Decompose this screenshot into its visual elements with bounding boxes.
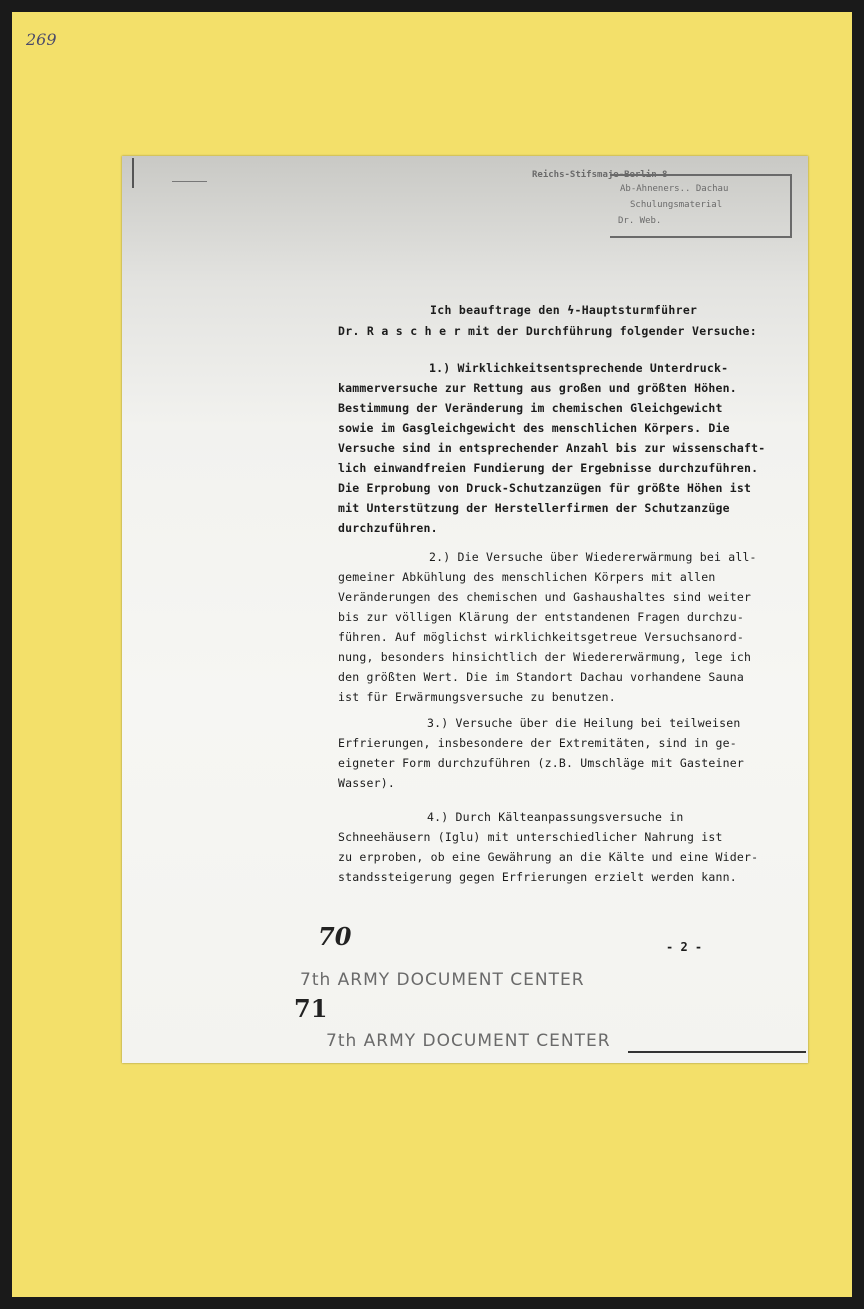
stamp-line: Dr. Web. <box>618 216 662 226</box>
section4-line: standssteigerung gegen Erfrierungen erzielt werden kann. <box>338 870 737 884</box>
section3-line: eigneter Form durchzuführen (z.B. Umschläge mit Gasteiner <box>338 756 745 770</box>
section2-line: gemeiner Abkühlung des menschlichen Körpers mit allen <box>338 570 716 584</box>
margin-dash <box>172 181 207 182</box>
section1-line: Die Erprobung von Druck-Schutzanzügen für größte Höhen ist <box>338 481 752 495</box>
section1-line: sowie im Gasgleichgewicht des menschlichen Körpers. Die <box>338 421 730 435</box>
stamp-line: Ab-Ahneners.. Dachau <box>620 184 729 194</box>
section2-line: den größten Wert. Die im Standort Dachau vorhandene Sauna <box>338 670 745 684</box>
stamp-underline <box>628 1051 806 1053</box>
heading-line-1: Ich beauftrage den ϟ-Hauptsturmführer <box>430 303 698 317</box>
section3-line: 3.) Versuche über die Heilung bei teilweisen <box>427 716 741 730</box>
document-sheet <box>122 156 808 1063</box>
section2-line: 2.) Die Versuche über Wiedererwärmung bei all- <box>429 550 757 564</box>
section1-line: Versuche sind in entsprechender Anzahl bis zur wissenschaft- <box>338 441 766 455</box>
archive-stamp: 7th ARMY DOCUMENT CENTER <box>300 970 585 990</box>
stamp-line: Schulungsmaterial <box>630 200 723 210</box>
heading-line-2-rest: mit der Durchführung folgender Versuche: <box>460 324 757 338</box>
handwritten-number-70: 70 <box>318 922 352 951</box>
section3-line: Wasser). <box>338 776 395 790</box>
section1-line: 1.) Wirklichkeitsentsprechende Unterdruck- <box>429 361 729 375</box>
section2-line: nung, besonders hinsichtlich der Wiedererwärmung, lege ich <box>338 650 752 664</box>
section4-line: Schneehäusern (Iglu) mit unterschiedlicher Nahrung ist <box>338 830 723 844</box>
section4-line: zu erproben, ob eine Gewährung an die Kälte und eine Wider- <box>338 850 759 864</box>
handwritten-number-71: 71 <box>294 994 328 1023</box>
archive-stamp: 7th ARMY DOCUMENT CENTER <box>326 1031 611 1051</box>
office-stamp <box>610 174 792 238</box>
stamp-header: Reichs-Stifsmaje-Berlin 8 <box>532 170 668 180</box>
margin-mark <box>132 158 134 188</box>
section4-line: 4.) Durch Kälteanpassungsversuche in <box>427 810 684 824</box>
section3-line: Erfrierungen, insbesondere der Extremitäten, sind in ge- <box>338 736 737 750</box>
section1-line: Bestimmung der Veränderung im chemischen Gleichgewicht <box>338 401 723 415</box>
researcher-name: Dr. R a s c h e r <box>338 324 461 338</box>
page-number: - 2 - <box>666 940 703 954</box>
section2-line: Veränderungen des chemischen und Gashaushaltes sind weiter <box>338 590 752 604</box>
section1-line: kammerversuche zur Rettung aus großen und größten Höhen. <box>338 381 737 395</box>
section2-line: bis zur völligen Klärung der entstandenen Fragen durchzu- <box>338 610 745 624</box>
folder-page-number: 269 <box>26 30 57 49</box>
heading-line-2 <box>338 324 757 338</box>
section1-line: lich einwandfreien Fundierung der Ergebnisse durchzuführen. <box>338 461 759 475</box>
section2-line: führen. Auf möglichst wirklichkeitsgetreue Versuchsanord- <box>338 630 745 644</box>
section1-line: durchzuführen. <box>338 521 438 535</box>
section1-line: mit Unterstützung der Herstellerfirmen der Schutzanzüge <box>338 501 730 515</box>
section2-line: ist für Erwärmungsversuche zu benutzen. <box>338 690 616 704</box>
